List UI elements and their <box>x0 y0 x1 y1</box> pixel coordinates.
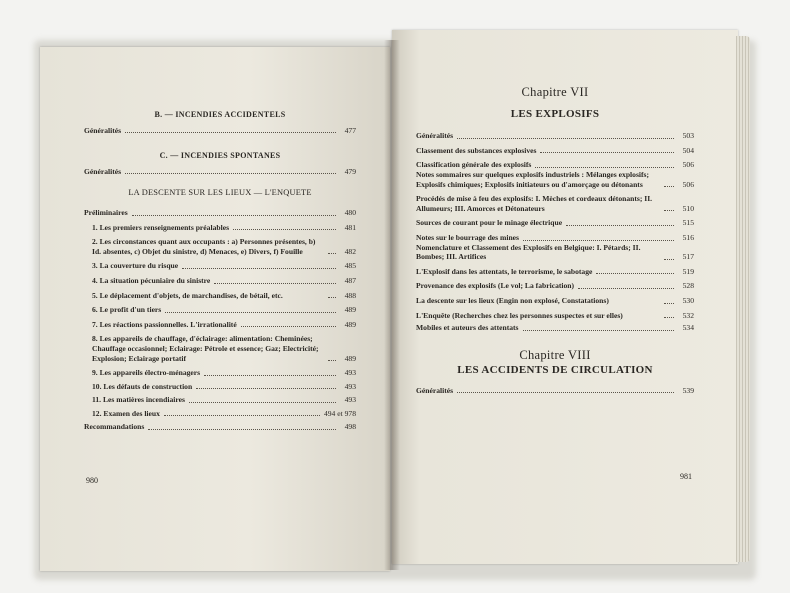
toc-entry-label: L'Enquête (Recherches chez les personnes suspectes et sur elles) <box>416 310 623 320</box>
toc-entry-page: 498 <box>344 422 356 432</box>
toc-entry <box>416 146 694 156</box>
toc-entry <box>416 281 694 291</box>
dot-leader <box>233 229 336 230</box>
toc-entry-page: 532 <box>682 310 694 320</box>
toc-entry-label: Provenance des explosifs (Le vol; La fabrication) <box>416 281 575 291</box>
toc-entry <box>84 368 356 378</box>
toc-entry-page: 494 et 978 <box>323 408 356 418</box>
dot-leader <box>164 415 320 416</box>
section-heading-c: C. — INCENDIES SPONTANES <box>159 151 281 161</box>
toc-entry <box>84 126 356 136</box>
dot-leader <box>241 326 336 327</box>
toc-entry-label: 5. Le déplacement d'objets, de marchandises, de bétail, etc. <box>92 290 283 300</box>
toc-entry-page: 482 <box>344 246 356 256</box>
toc-entry-page: 503 <box>682 131 694 141</box>
toc-entry <box>416 243 694 262</box>
toc-entry-label: L'Explosif dans les attentats, le terrorisme, le sabotage <box>416 266 593 276</box>
chapter-title: LES EXPLOSIFS <box>510 107 600 120</box>
dot-leader <box>204 375 336 376</box>
toc-entry-page: 489 <box>344 319 356 329</box>
toc-entry-page: 489 <box>344 353 356 363</box>
toc-entry-page: 539 <box>682 385 694 395</box>
toc-entry-label: 2. Les circonstances quant aux occupants : a) Personnes présentes, b) Id. absentes, c) Objet du sinistre, d) Menaces, e) Divers, f) Fouille <box>92 237 316 256</box>
dot-leader <box>664 186 674 187</box>
toc-entry <box>84 305 356 315</box>
dot-leader <box>457 138 674 139</box>
toc-entry-page: 528 <box>682 281 694 291</box>
dot-leader <box>596 273 674 274</box>
book-gutter <box>384 40 400 570</box>
toc-entry <box>84 334 356 363</box>
toc-entry-label: 8. Les appareils de chauffage, d'éclairage: alimentation: Cheminées; Chauffage occasionnel; Eclairage: Pétrole et essence; Gaz; Electricité; Explosion; Eclairage portatif <box>92 334 319 363</box>
dot-leader <box>328 253 336 254</box>
toc-entry-label: 7. Les réactions passionnelles. L'irrationalité <box>92 319 237 329</box>
toc-entry <box>84 261 356 271</box>
page-number-left: 980 <box>86 476 98 485</box>
toc-entry <box>416 323 694 333</box>
toc-entry <box>84 208 356 218</box>
toc-entry-label: Notes sur le bourrage des mines <box>416 232 520 242</box>
toc-entry-page: 493 <box>344 395 356 405</box>
dot-leader <box>578 288 674 289</box>
toc-list <box>416 131 694 333</box>
toc-entry-label: 9. Les appareils électro-ménagers <box>92 368 201 378</box>
toc-entry-page: 479 <box>344 166 356 176</box>
toc-entry <box>84 422 356 432</box>
dot-leader <box>125 132 336 133</box>
toc-entry-page: 480 <box>344 207 356 217</box>
toc-entry-label: 12. Examen des lieux <box>92 408 160 418</box>
toc-entry <box>416 296 694 306</box>
right-page-content <box>416 85 694 395</box>
toc-entry-page: 510 <box>682 203 694 213</box>
toc-entry-label: La descente sur les lieux (Engin non explosé, Constatations) <box>416 295 609 305</box>
toc-entry-page: 534 <box>682 323 694 333</box>
section-heading-b: B. — INCENDIES ACCIDENTELS <box>154 110 286 119</box>
dot-leader <box>664 317 674 318</box>
toc-entry-label: 1. Les premiers renseignements préalables <box>92 222 230 232</box>
toc-entry <box>416 233 694 243</box>
dot-leader <box>328 297 336 298</box>
toc-entry-page: 530 <box>682 295 694 305</box>
toc-entry <box>84 237 356 256</box>
toc-entry-label: Généralités <box>84 125 122 135</box>
toc-entry <box>84 167 356 177</box>
toc-entry-label: Préliminaires <box>84 207 128 217</box>
toc-entry <box>416 267 694 277</box>
toc-entry <box>84 382 356 392</box>
dot-leader <box>196 388 336 389</box>
toc-entry-label: Généralités <box>416 131 454 141</box>
toc-entry-label: Généralités <box>416 385 454 395</box>
dot-leader <box>664 210 674 211</box>
toc-entry-label: Mobiles et auteurs des attentats <box>416 323 519 333</box>
dot-leader <box>523 240 674 241</box>
chapter-title: LES ACCIDENTS DE CIRCULATION <box>457 364 653 377</box>
dot-leader <box>566 225 674 226</box>
chapter-heading: Chapitre VIII <box>519 347 591 362</box>
toc-entry-page: 489 <box>344 305 356 315</box>
toc-entry-page: 477 <box>344 125 356 135</box>
dot-leader <box>328 360 336 361</box>
toc-entry-label: Notes sommaires sur quelques explosifs industriels : Mélanges explosifs; Explosifs chimiques; Explosifs initiateurs ou d'amorçage ou détonants <box>416 169 650 189</box>
toc-entry <box>416 131 694 141</box>
toc-entry-label: 11. Les matières incendiaires <box>92 395 185 405</box>
toc-entry-page: 504 <box>682 145 694 155</box>
toc-entry-page: 506 <box>682 160 694 170</box>
toc-entry-page: 481 <box>344 222 356 232</box>
toc-entry <box>416 194 694 213</box>
toc-entry-page: 516 <box>682 232 694 242</box>
dot-leader <box>214 283 336 284</box>
toc-entry-label: 4. La situation pécuniaire du sinistre <box>92 275 211 285</box>
toc-entry <box>84 395 356 405</box>
dot-leader <box>125 173 336 174</box>
toc-entry-label: Procédés de mise à feu des explosifs: I. Mèches et cordeaux détonants; II. Allumeurs; III. Amorces et Détonateurs <box>416 194 653 213</box>
toc-entry-page: 488 <box>344 290 356 300</box>
dot-leader <box>664 259 674 260</box>
toc-entry <box>416 386 694 396</box>
toc-entry-label: Classification générale des explosifs <box>416 160 532 170</box>
toc-entry-page: 487 <box>344 275 356 285</box>
toc-list <box>84 223 356 419</box>
toc-entry <box>84 223 356 233</box>
toc-entry-label: Généralités <box>84 166 122 176</box>
dot-leader <box>182 268 336 269</box>
toc-entry <box>416 170 694 189</box>
toc-entry <box>84 291 356 301</box>
toc-entry <box>84 320 356 330</box>
toc-entry <box>416 218 694 228</box>
toc-entry-page: 493 <box>344 381 356 391</box>
dot-leader <box>664 303 674 304</box>
left-page-content <box>84 110 356 432</box>
toc-entry <box>416 160 694 170</box>
dot-leader <box>165 312 336 313</box>
toc-entry-label: 3. La couverture du risque <box>92 261 179 271</box>
toc-entry-label: 10. Les défauts de construction <box>92 381 193 391</box>
dot-leader <box>535 167 674 168</box>
dot-leader <box>457 392 674 393</box>
page-edges <box>736 36 750 562</box>
toc-entry-page: 506 <box>682 179 694 189</box>
toc-entry-page: 517 <box>682 252 694 262</box>
toc-entry-label: 6. Le profit d'un tiers <box>92 305 162 315</box>
toc-entry-label: Sources de courant pour le minage électrique <box>416 218 563 228</box>
chapter-heading: Chapitre VII <box>521 85 589 99</box>
toc-entry <box>84 276 356 286</box>
toc-entry-page: 493 <box>344 368 356 378</box>
toc-entry-page: 519 <box>682 266 694 276</box>
dot-leader <box>523 330 674 331</box>
toc-entry-label: Classement des substances explosives <box>416 145 537 155</box>
part-heading: LA DESCENTE SUR LES LIEUX — L'ENQUETE <box>128 188 312 198</box>
toc-entry-label: Recommandations <box>84 422 145 432</box>
toc-entry <box>416 311 694 321</box>
dot-leader <box>148 429 336 430</box>
toc-entry <box>84 409 356 419</box>
page-number-right: 981 <box>680 472 692 481</box>
dot-leader <box>540 152 674 153</box>
toc-entry-page: 515 <box>682 218 694 228</box>
toc-entry-page: 485 <box>344 261 356 271</box>
toc-entry-label: Nomenclature et Classement des Explosifs en Belgique: I. Pétards; II. Bombes; III. Artifices <box>416 242 641 262</box>
dot-leader <box>132 215 336 216</box>
dot-leader <box>189 402 336 403</box>
